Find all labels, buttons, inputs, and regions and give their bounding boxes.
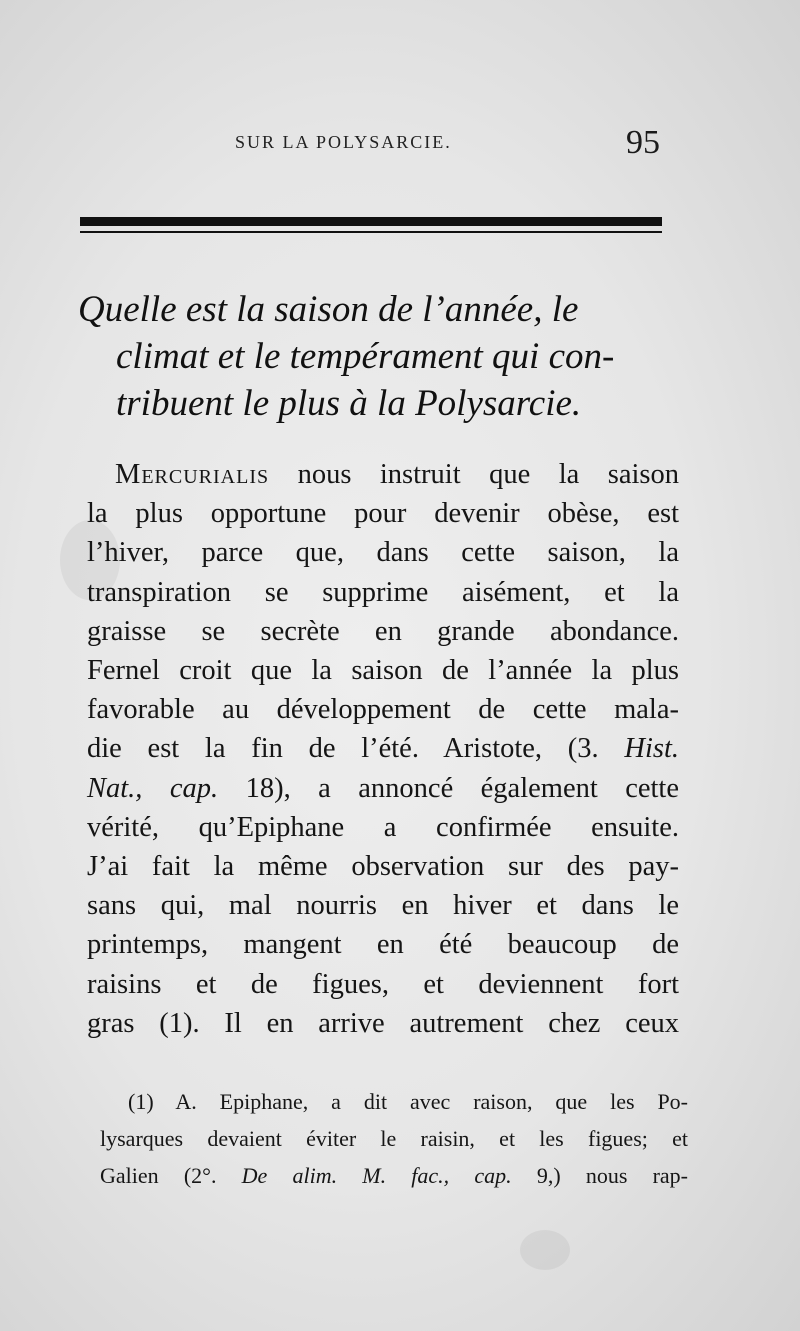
body-line: sans qui, mal nourris en hiver et dans le <box>87 890 679 922</box>
body-line: transpiration se supprime aisément, et la <box>87 576 679 608</box>
footnote-text: 9,) nous rap- <box>511 1163 688 1188</box>
body-line: gras (1). Il en arrive autrement chez ceux <box>87 1007 679 1039</box>
header-rule-thick <box>80 217 662 226</box>
body-paragraph <box>87 455 679 1043</box>
body-line: printemps, mangent en été beaucoup de <box>87 929 679 961</box>
running-title: SUR LA POLYSARCIE. <box>235 132 452 152</box>
page-header <box>80 124 660 164</box>
citation-italic: Hist. <box>624 733 679 765</box>
body-line: vérité, qu’Epiphane a confirmée ensuite. <box>87 811 679 843</box>
footnote <box>100 1083 688 1194</box>
author-name: Mercurialis <box>115 459 270 490</box>
body-line <box>87 455 679 494</box>
chapter-title-line: climat et le tempérament qui con- <box>116 336 615 377</box>
page-number: 95 <box>626 124 660 161</box>
citation-italic: De alim. M. fac., cap. <box>241 1163 512 1188</box>
body-line <box>87 729 679 768</box>
footnote-line: (1) A. Epiphane, a dit avec raison, que les Po- <box>128 1089 688 1114</box>
body-line-text: 18), a annoncé également cette <box>218 772 679 804</box>
body-line-text: nous instruit que la saison <box>269 459 679 490</box>
body-line: Fernel croit que la saison de l’année la plus <box>87 655 679 687</box>
chapter-title <box>78 286 668 427</box>
footnote-text: Galien (2°. <box>100 1163 242 1188</box>
body-line-text: die est la fin de l’été. Aristote, (3. <box>87 733 625 765</box>
body-line: J’ai fait la même observation sur des pay- <box>87 851 679 883</box>
body-line: graisse se secrète en grande abondance. <box>87 615 679 647</box>
header-rule-thin <box>80 231 662 233</box>
footnote-line: lysarques devaient éviter le raisin, et les figues; et <box>100 1126 688 1151</box>
footnote-line <box>100 1157 688 1194</box>
body-line <box>87 769 679 808</box>
body-line: raisins et de figues, et deviennent fort <box>87 968 679 1000</box>
paper-stain <box>520 1230 570 1270</box>
citation-italic: Nat., cap. <box>87 772 219 804</box>
body-line: l’hiver, parce que, dans cette saison, la <box>87 537 679 569</box>
chapter-title-line: Quelle est la saison de l’année, le <box>78 289 579 330</box>
body-line: la plus opportune pour devenir obèse, est <box>87 498 679 530</box>
body-line: favorable au développement de cette mala- <box>87 694 679 726</box>
chapter-title-line: tribuent le plus à la Polysarcie. <box>116 383 582 424</box>
